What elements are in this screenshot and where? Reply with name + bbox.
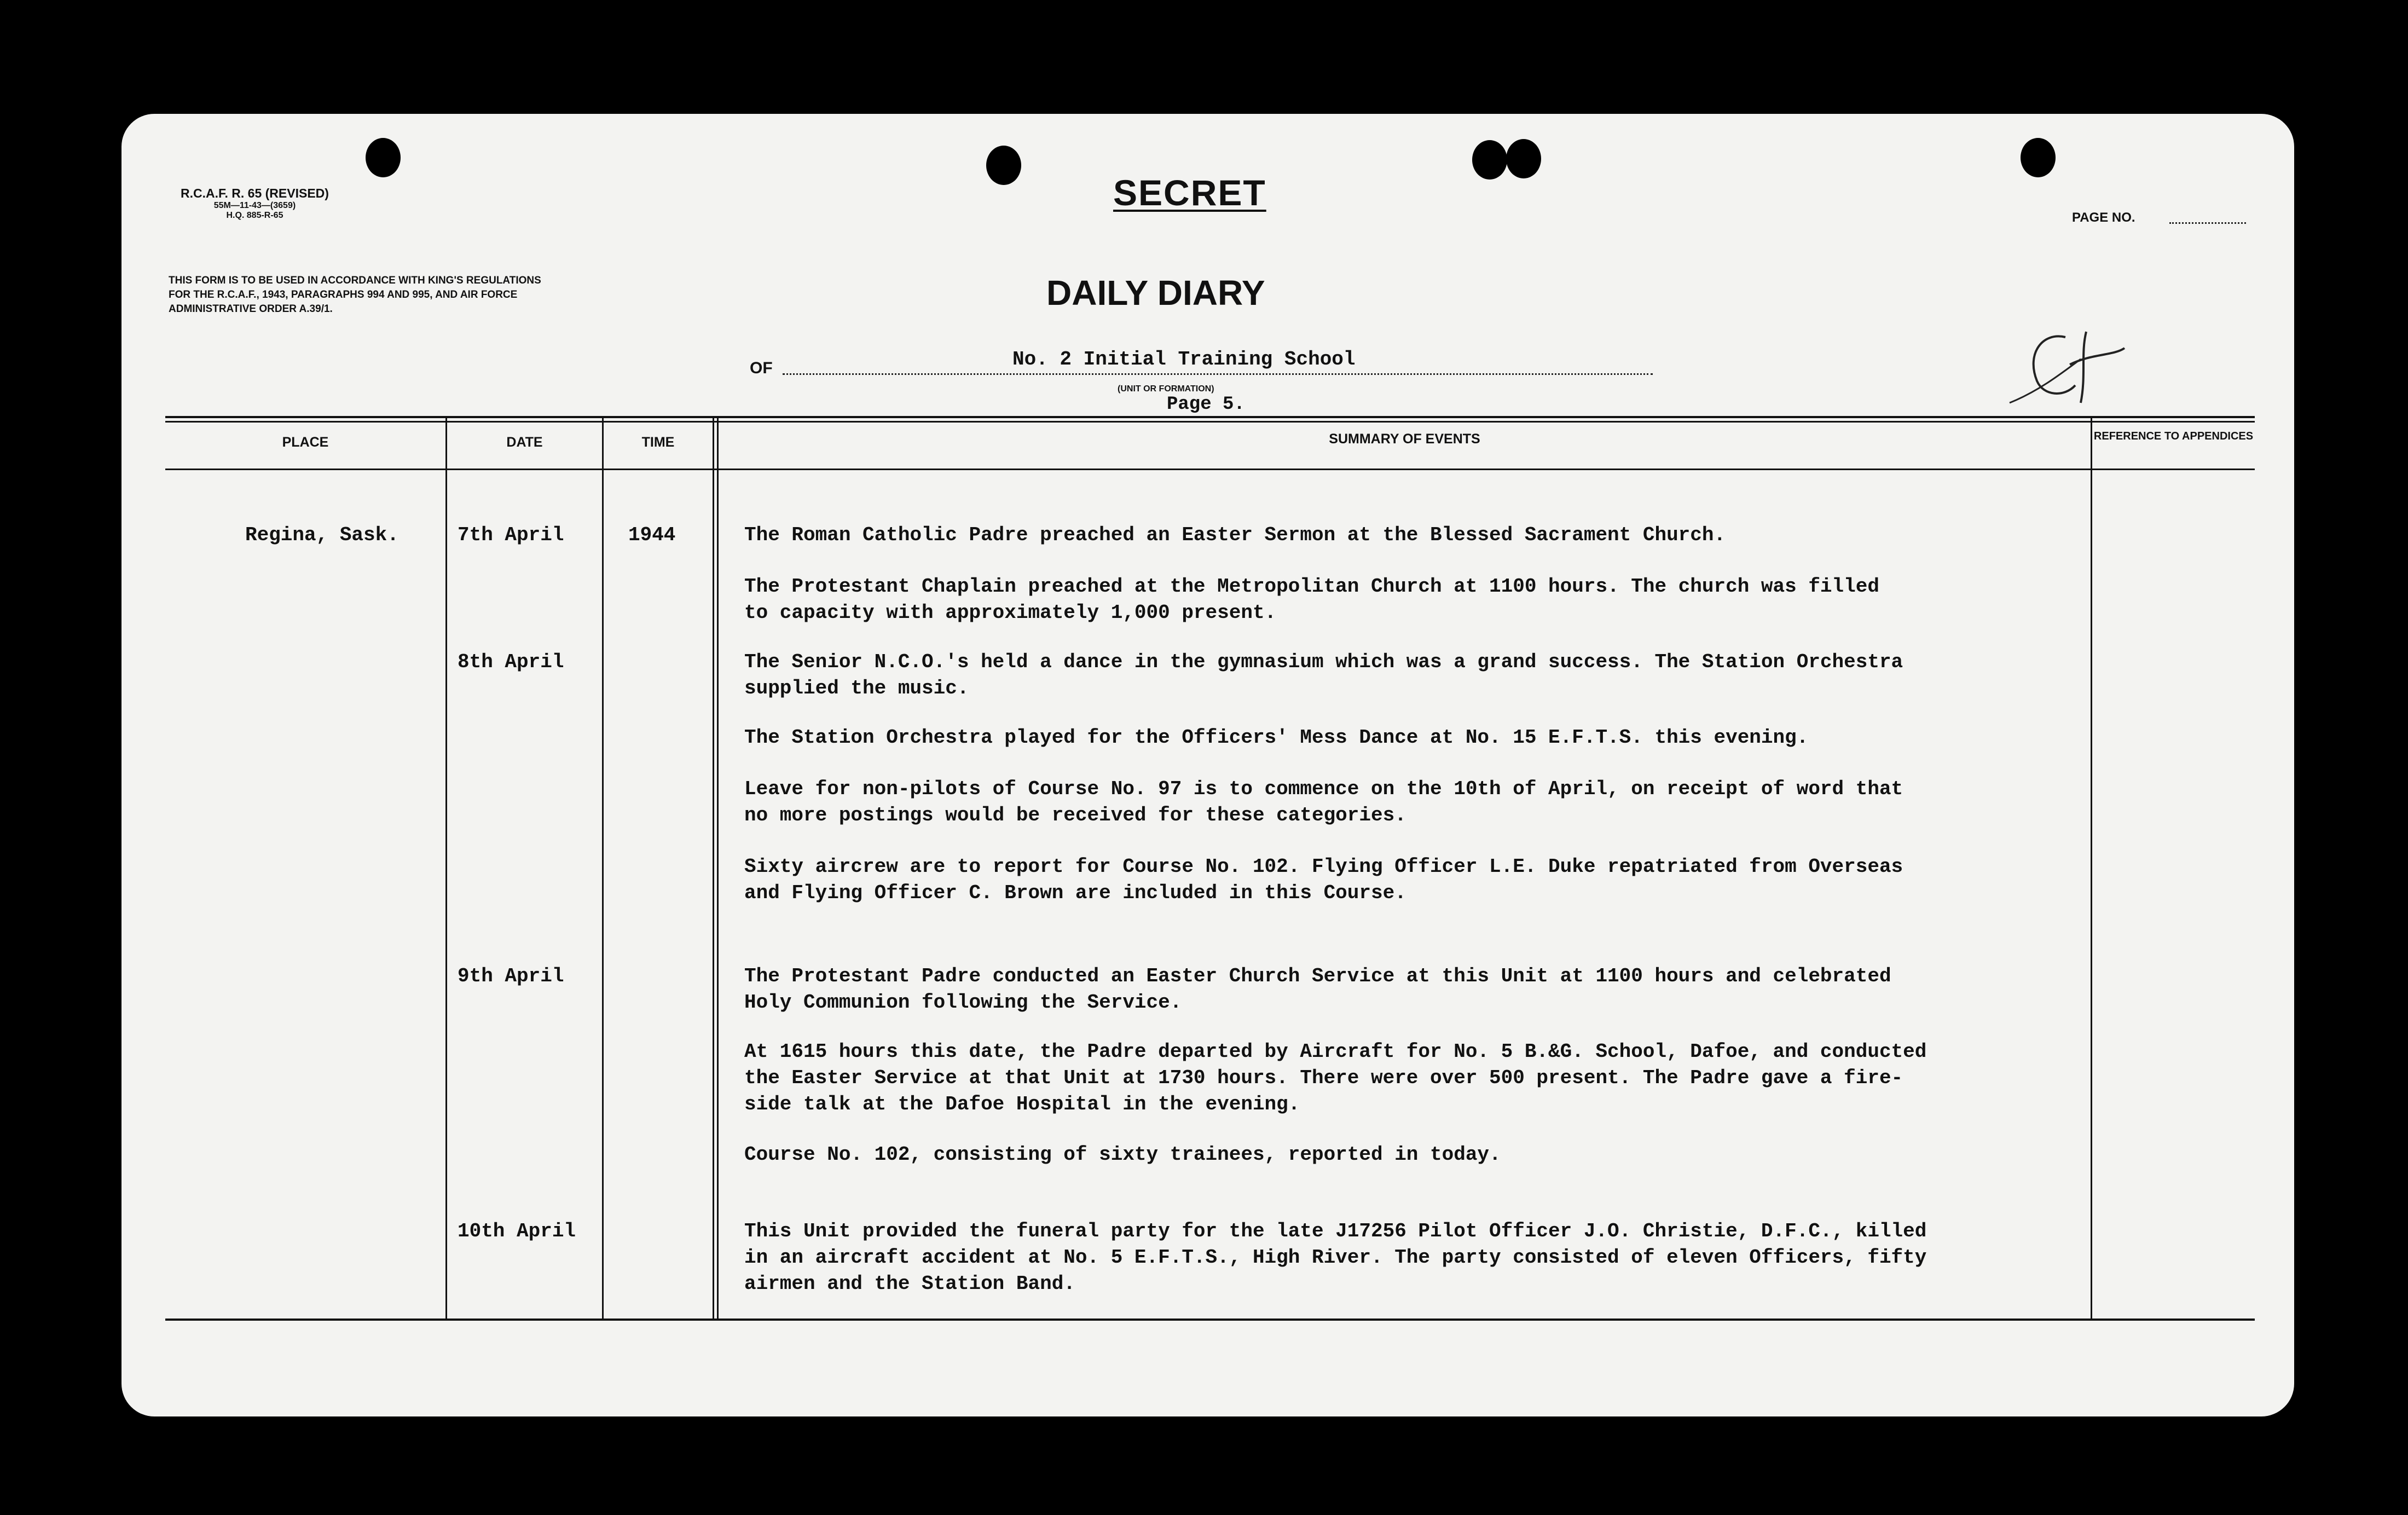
unit-fill-line <box>783 373 1653 375</box>
table-top-rule <box>165 421 2255 423</box>
header-divider <box>165 469 2255 470</box>
punch-hole <box>2021 138 2056 177</box>
event-entry: This Unit provided the funeral party for the late J17256 Pilot Officer J.O. Christie, D.F.C., killed in an aircraft accident at No. 5 E.F.T.S., High River. The party consisted of eleven Officers, fifty airmen and the Station Band. <box>744 1220 1927 1295</box>
page-number-line <box>2169 222 2246 224</box>
punch-hole <box>986 146 1021 185</box>
form-hq-code: H.Q. 885-R-65 <box>226 211 283 220</box>
column-header-summary: SUMMARY OF EVENTS <box>1329 431 1480 447</box>
punch-hole <box>366 138 401 177</box>
event-entry: At 1615 hours this date, the Padre departed by Aircraft for No. 5 B.&G. School, Dafoe, and conducted the Easter Service at that Unit at 1730 hours. There were over 500 present. The Padre gave a fire- side talk at the Dafoe Hospital in the evening. <box>744 1040 1927 1115</box>
table-top-rule <box>165 416 2255 418</box>
column-rule <box>713 418 714 1320</box>
punch-hole <box>1472 140 1507 180</box>
diary-sheet <box>121 114 2294 1416</box>
column-rule <box>445 418 447 1320</box>
date-cell: 8th April <box>458 651 564 673</box>
column-header-reference: REFERENCE TO APPENDICES <box>2093 430 2254 442</box>
event-entry: The Protestant Chaplain preached at the Metropolitan Church at 1100 hours. The church was filled to capacity with approximately 1,000 present. <box>744 575 1879 624</box>
table-bottom-rule <box>165 1319 2255 1321</box>
event-entry: The Senior N.C.O.'s held a dance in the gymnasium which was a grand success. The Station Orchestra supplied the music. <box>744 651 1903 699</box>
event-entry: The Protestant Padre conducted an Easter Church Service at this Unit at 1100 hours and celebrated Holy Communion following the Service. <box>744 965 1891 1014</box>
event-entry: The Station Orchestra played for the Officers' Mess Dance at No. 15 E.F.T.S. this evening. <box>744 726 1809 749</box>
form-identifier <box>181 186 329 221</box>
column-header-date: DATE <box>506 435 543 450</box>
page-number-label: PAGE NO. <box>2072 210 2135 225</box>
column-header-time: TIME <box>641 435 675 450</box>
form-print-code: 55M—11-43—(3659) <box>213 201 296 210</box>
time-cell: 1944 <box>628 524 676 546</box>
page-title: DAILY DIARY <box>1046 273 1265 313</box>
event-entry: Sixty aircrew are to report for Course No. 102. Flying Officer L.E. Duke repatriated from Overseas and Flying Officer C. Brown are included in this Course. <box>744 855 1903 904</box>
page-number-typed: Page 5. <box>1167 394 1245 415</box>
of-label: OF <box>750 359 773 377</box>
column-header-place: PLACE <box>282 435 329 450</box>
event-entry: Course No. 102, consisting of sixty trainees, reported in today. <box>744 1143 1501 1166</box>
form-number: R.C.A.F. R. 65 (REVISED) <box>181 186 329 200</box>
handwritten-mark <box>2004 321 2135 408</box>
date-cell: 7th April <box>458 524 564 546</box>
unit-name: No. 2 Initial Training School <box>1012 348 1356 371</box>
column-rule <box>717 418 719 1320</box>
place-cell: Regina, Sask. <box>245 524 399 546</box>
unit-caption: (UNIT OR FORMATION) <box>1118 384 1214 394</box>
column-rule <box>602 418 604 1320</box>
event-entry: Leave for non-pilots of Course No. 97 is to commence on the 10th of April, on receipt of word that no more postings would be received for these categories. <box>744 778 1903 826</box>
date-cell: 9th April <box>458 965 564 987</box>
regulation-note: THIS FORM IS TO BE USED IN ACCORDANCE WITH KING'S REGULATIONS FOR THE R.C.A.F., 1943, PARAGRAPHS 994 AND 995, AND AIR FORCE ADMINISTRATIVE ORDER A.39/1. <box>169 275 541 315</box>
event-entry: The Roman Catholic Padre preached an Easter Sermon at the Blessed Sacrament Church. <box>744 524 1726 546</box>
punch-hole <box>1506 139 1541 178</box>
classification-heading: SECRET <box>1113 172 1266 213</box>
date-cell: 10th April <box>458 1220 576 1242</box>
